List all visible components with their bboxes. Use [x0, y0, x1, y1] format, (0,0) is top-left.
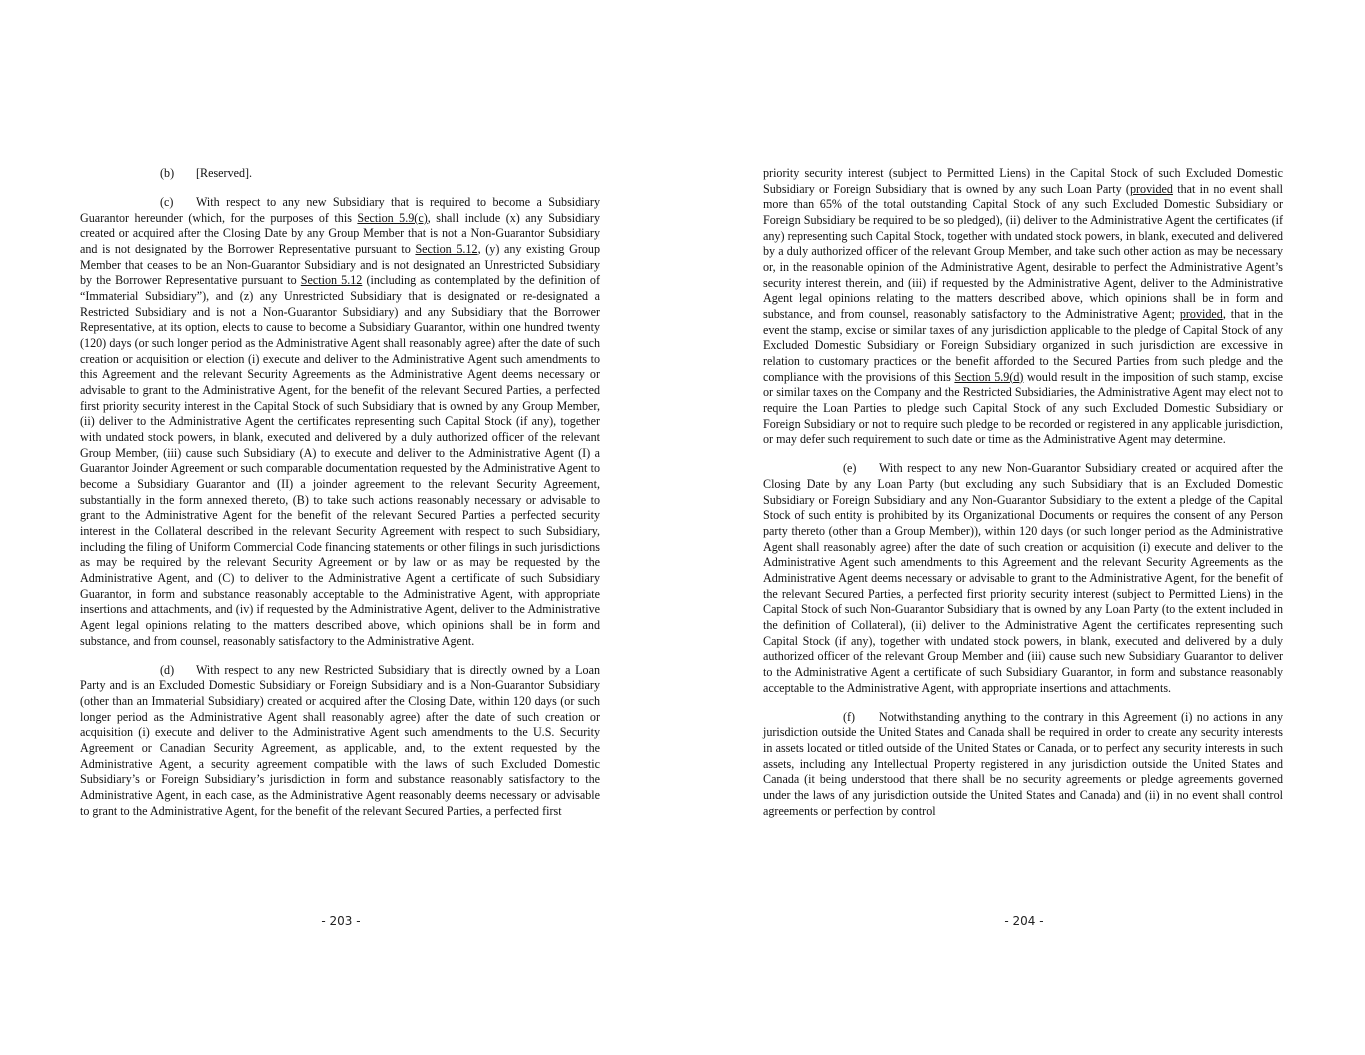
section-ref-link[interactable]: Section 5.12: [415, 242, 478, 257]
provided-term: provided: [1129, 181, 1173, 196]
clause-label-f: (f): [843, 709, 856, 724]
section-ref-link[interactable]: Section 5.9(c): [357, 210, 428, 225]
clause-text-e: With respect to any new Non-Guarantor Subsidiary created or acquired after the Closing Date by any Loan Party (but excluding any such Subsidiary that is an Excluded Domestic Subsidiary or Foreign Subsidiary and any Non-Guarantor Subsidiary to the extent a pledge of the Capital Stock of such entity is prohibited by its Organizational Documents or requires the consent of any Person party thereto (other than a Group Member)), within 120 days (or such longer period as the Administrative Agent shall reasonably agree) after the date of such creation or acquisition (i) execute and deliver to the Administrative Agent such amendments to this Agreement and the relevant Security Agreements as the Administrative Agent deems necessary or advisable to grant to the Administrative Agent, for the benefit of the relevant Secured Parties, a perfected first priority security interest (subject to Permitted Liens) in the Capital Stock of such Non-Guarantor Subsidiary that is owned by any Loan Party (to the extent included in the definition of Collateral), (ii) deliver to the Administrative Agent the certificates representing such Capital Stock (if any), together with undated stock powers, in blank, executed and delivered by a duly authorized officer of the relevant Group Member and (iii) cause such new Subsidiary Guarantor to deliver to the Administrative Agent a certificate of such Subsidiary Guarantor, in form and substance reasonably acceptable to the Administrative Agent, with appropriate insertions and attachments.: [763, 461, 1283, 695]
clause-text-d-cont-1: priority security interest (subject to Permitted Liens) in the Capital Stock of such Excluded Domestic Subsidiary or Foreign Subsidiary that is owned by any such Loan Party (: [763, 166, 1283, 196]
page-number: - 204 -: [1004, 914, 1044, 928]
page-203: [0, 0, 682, 1055]
clause-text-d-cont-3: , that in the event the stamp, excise or similar taxes of any jurisdiction applicable to the pledge of Capital Stock of any Excluded Domestic Subsidiary or Foreign Subsidiary organized in such jurisdiction are excessive in relation to customary practices or the benefit afforded to the Secured Parties from such pledge and the compliance with the provisions of this: [763, 306, 1283, 384]
section-ref-link[interactable]: Section 5.9(d): [954, 369, 1024, 384]
page-body: [763, 166, 1283, 833]
clause-text-d: With respect to any new Restricted Subsidiary that is directly owned by a Loan Party and is an Excluded Domestic Subsidiary or Foreign Subsidiary and is a Non-Guarantor Subsidiary (other than an Immaterial Subsidiary) created or acquired after the Closing Date, within 120 days (or such longer period as the Administrative Agent shall reasonably agree) after the date of such creation or acquisition (i) execute and deliver to the Administrative Agent such amendments to the U.S. Security Agreement or Canadian Security Agreement, as applicable, and, to the extent requested by the Administrative Agent, a security agreement compatible with the laws of such Excluded Domestic Subsidiary’s or Foreign Subsidiary’s jurisdiction in form and substance reasonably satisfactory to the Administrative Agent, in each case, as the Administrative Agent reasonably deems necessary or advisable to grant to the Administrative Agent, for the benefit of the relevant Secured Parties, a perfected first: [80, 662, 600, 818]
provided-term: provided: [1179, 306, 1223, 321]
clause-text-d-cont-2: that in no event shall more than 65% of the total outstanding Capital Stock of any such Excluded Domestic Subsidiary or Foreign Subsidiary be required to be so pledged), (ii) deliver to the Administrative Agent the certificates (if any) representing such Capital Stock, together with undated stock powers, in blank, executed and delivered by a duly authorized officer of the relevant Group Member, and take such other action as may be necessary or, in the reasonable opinion of the Administrative Agent, desirable to perfect the Administrative Agent’s security interest therein, and (iii) if requested by the Administrative Agent, deliver to the Administrative Agent legal opinions relating to the matters described above, which opinions shall be in form and substance, and from counsel, reasonably satisfactory to the Administrative Agent;: [763, 181, 1283, 321]
paragraph-f: [763, 710, 1283, 820]
clause-text-c-4: (including as contemplated by the definition of “Immaterial Subsidiary”), and (z) any Unrestricted Subsidiary that is designated or re-designated a Restricted Subsidiary and is not a Non-Guarantor Subsidiary) and any Subsidiary that the Borrower Representative, at its option, elects to cause to become a Subsidiary Guarantor, within one hundred twenty (120) days (or such longer period as the Administrative Agent shall reasonably agree) after the date of such creation or acquisition or election (i) execute and deliver to the Administrative Agent such amendments to this Agreement and the relevant Security Agreements as the Administrative Agent deems necessary or advisable to grant to the Administrative Agent, for the benefit of the relevant Secured Parties, a perfected first priority security interest in the Capital Stock of such Subsidiary that is owned by any Group Member, (ii) deliver to the Administrative Agent the certificates representing such Capital Stock (if any), together with undated stock powers, in blank, executed and delivered by a duly authorized officer of the relevant Group Member, (iii) cause such Subsidiary (A) to execute and deliver to the Administrative Agent (I) a Guarantor Joinder Agreement or such comparable documentation requested by the Administrative Agent to become a Subsidiary Guarantor and (II) a joinder agreement to the relevant Security Agreement, substantially in the form annexed thereto, (B) to take such actions reasonably necessary or advisable to grant to the Administrative Agent for the benefit of the relevant Secured Parties a perfected security interest in the Collateral described in the relevant Security Agreement with respect to such Subsidiary, including the filing of Uniform Commercial Code financing statements or other filings in such jurisdictions as may be required by the relevant Security Agreement or by law or as may be requested by the Administrative Agent, and (C) to deliver to the Administrative Agent a certificate of such Subsidiary Guarantor, in form and substance reasonably acceptable to the Administrative Agent, with appropriate insertions and attachments, and (iv) if requested by the Administrative Agent, deliver to the Administrative Agent legal opinions relating to the matters described above, which opinions shall be in form and substance, and from counsel, reasonably satisfactory to the Administrative Agent.: [80, 273, 600, 648]
clause-label-e: (e): [843, 461, 857, 476]
clause-label-c: (c): [160, 195, 174, 210]
paragraph-d-continued: [763, 166, 1283, 448]
clause-text-d-cont-4: would result in the imposition of such stamp, excise or similar taxes on the Company and the Restricted Subsidiaries, the Administrative Agent may elect not to require the Loan Parties to pledge such Capital Stock of any such Excluded Domestic Subsidiary or Foreign Subsidiary or not to require such pledge to be recorded or registered in any applicable jurisdiction, or may defer such requirement to such date or time as the Administrative Agent may determine.: [763, 369, 1283, 447]
page-number: - 203 -: [321, 914, 361, 928]
paragraph-d: [80, 663, 600, 820]
clause-label-d: (d): [160, 662, 175, 677]
clause-text-f: Notwithstanding anything to the contrary in this Agreement (i) no actions in any jurisdiction outside the United States and Canada shall be required in order to create any security interests in assets located or titled outside of the United States or Canada, or to perfect any security interests in such assets, including any Intellectual Property registered in any jurisdiction outside the United States and Canada (it being understood that there shall be no security agreements or pledge agreements governed under the laws of any jurisdiction outside the United States and Canada) and (ii) in no event shall control agreements or perfection by control: [763, 709, 1283, 818]
clause-label-b: (b): [160, 166, 175, 180]
clause-text-b: [Reserved].: [196, 166, 253, 180]
paragraph-b: [80, 166, 600, 182]
paragraph-c: [80, 195, 600, 649]
section-ref-link[interactable]: Section 5.12: [300, 273, 363, 288]
page-204: [683, 0, 1365, 1055]
clause-text-c-2: , shall include (x) any Subsidiary created or acquired after the Closing Date by any Group Member that is not a Non-Guarantor Subsidiary and is not designated by the Borrower Representative pursuant to: [80, 210, 600, 257]
clause-text-c-3: , (y) any existing Group Member that ceases to be an Non-Guarantor Subsidiary and is not designated an Unrestricted Subsidiary by the Borrower Representative pursuant to: [80, 242, 600, 288]
paragraph-e: [763, 461, 1283, 696]
clause-text-c-1: With respect to any new Subsidiary that is required to become a Subsidiary Guarantor hereunder (which, for the purposes of this: [80, 195, 600, 225]
page-body: [80, 166, 600, 833]
